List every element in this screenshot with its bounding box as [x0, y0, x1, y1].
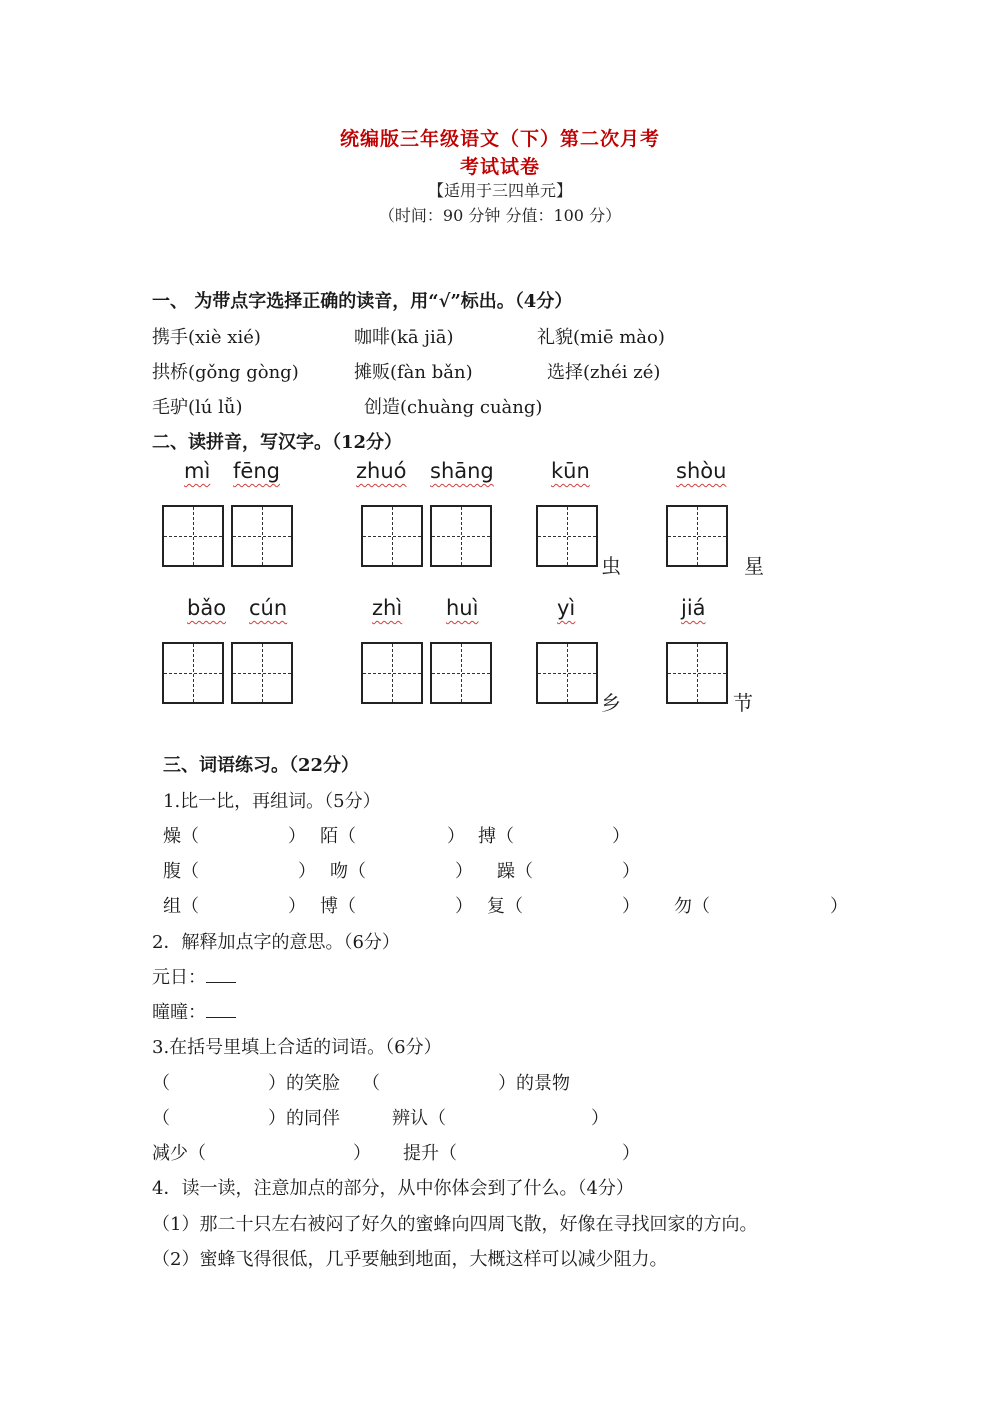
fill-close: ）的同伴	[268, 1108, 340, 1129]
sentence-item: （1）那二十只左右被闷了好久的蜜蜂向四周飞散，好像在寻找回家的方向。	[152, 1214, 758, 1235]
reading-item: 携手(xiè xié)	[152, 327, 261, 348]
section-2-heading: 二、读拼音，写汉字。（12分）	[152, 432, 403, 453]
reading-item: 礼貌(miē mào)	[537, 327, 665, 348]
definition-term: 元日：	[152, 967, 206, 988]
compare-char: 陌（	[320, 826, 356, 847]
compare-close: ）	[830, 896, 848, 917]
pinyin-label: jiá	[681, 596, 706, 620]
compare-close: ）	[298, 861, 316, 882]
writing-grid-box[interactable]	[361, 642, 423, 704]
fill-open: 减少（	[152, 1143, 206, 1164]
writing-grid-box[interactable]	[536, 505, 598, 567]
pinyin-label: huì	[446, 596, 479, 620]
fill-open: （	[152, 1108, 170, 1129]
pinyin-label: yì	[557, 596, 576, 620]
pinyin-label: zhuó	[356, 459, 407, 483]
fill-open: （	[362, 1073, 380, 1094]
grid-suffix-char: 星	[744, 554, 764, 578]
fill-open: （	[152, 1073, 170, 1094]
fill-open: 辨认（	[392, 1108, 446, 1129]
fill-close: ）	[353, 1143, 371, 1164]
compare-char: 复（	[487, 896, 523, 917]
fill-close: ）的笑脸	[268, 1073, 340, 1094]
compare-close: ）	[622, 896, 640, 917]
compare-char: 躁（	[497, 861, 533, 882]
fill-close: ）	[591, 1108, 609, 1129]
writing-grid-box[interactable]	[666, 505, 728, 567]
compare-char: 吻（	[330, 861, 366, 882]
writing-grid-box[interactable]	[231, 505, 293, 567]
page-title: 统编版三年级语文（下）第二次月考	[339, 128, 660, 150]
compare-close: ）	[288, 896, 306, 917]
writing-grid-box[interactable]	[536, 642, 598, 704]
writing-grid-box[interactable]	[430, 642, 492, 704]
reading-item: 毛驴(lú lǚ)	[152, 397, 243, 418]
time-score: （时间：90 分钟 分值：100 分）	[378, 206, 622, 225]
compare-char: 搏（	[478, 826, 514, 847]
compare-close: ）	[455, 861, 473, 882]
compare-char: 组（	[163, 896, 199, 917]
pinyin-label: cún	[249, 596, 288, 620]
pinyin-label: shāng	[430, 459, 494, 483]
section-3-heading: 三、词语练习。（22分）	[163, 755, 360, 776]
definition-item	[152, 998, 236, 1024]
question-3-label: 3.在括号里填上合适的词语。（6分）	[152, 1037, 442, 1058]
pinyin-label: shòu	[676, 459, 727, 483]
compare-char: 腹（	[163, 861, 199, 882]
pinyin-label: mì	[184, 459, 211, 483]
compare-close: ）	[455, 896, 473, 917]
section-1-heading: 一、 为带点字选择正确的读音，用“√”标出。（4分）	[152, 291, 573, 312]
definition-term: 曈曈：	[152, 1002, 206, 1023]
sentence-item: （2）蜜蜂飞得很低，几乎要触到地面，大概这样可以减少阻力。	[152, 1249, 668, 1270]
reading-item: 拱桥(gǒng gòng)	[152, 362, 299, 383]
writing-grid-box[interactable]	[162, 642, 224, 704]
reading-item: 选择(zhéi zé)	[547, 362, 661, 383]
fill-close: ）	[622, 1143, 640, 1164]
compare-close: ）	[447, 826, 465, 847]
compare-close: ）	[622, 861, 640, 882]
compare-char: 燥（	[163, 826, 199, 847]
compare-close: ）	[288, 826, 306, 847]
grid-suffix-char: 节	[733, 691, 753, 715]
pinyin-label: kūn	[551, 459, 590, 483]
question-1-label: 1.比一比，再组词。（5分）	[163, 791, 381, 812]
reading-item: 咖啡(kā jiā)	[354, 327, 454, 348]
scope-note: 【适用于三四单元】	[427, 181, 572, 200]
pinyin-label: bǎo	[187, 596, 227, 620]
question-4-label: 4．读一读，注意加点的部分，从中你体会到了什么。（4分）	[152, 1178, 634, 1199]
fill-close: ）的景物	[498, 1073, 570, 1094]
writing-grid-box[interactable]	[361, 505, 423, 567]
grid-suffix-char: 虫	[601, 554, 621, 578]
writing-grid-box[interactable]	[162, 505, 224, 567]
question-2-label: 2．解释加点字的意思。（6分）	[152, 932, 400, 953]
answer-blank[interactable]	[206, 966, 236, 983]
grid-suffix-char: 乡	[601, 691, 621, 715]
pinyin-label: fēng	[233, 459, 280, 483]
answer-blank[interactable]	[206, 1001, 236, 1018]
compare-close: ）	[612, 826, 630, 847]
reading-item: 创造(chuàng cuàng)	[364, 397, 543, 418]
writing-grid-box[interactable]	[430, 505, 492, 567]
compare-char: 勿（	[674, 896, 710, 917]
writing-grid-box[interactable]	[666, 642, 728, 704]
fill-open: 提升（	[403, 1143, 457, 1164]
pinyin-label: zhì	[372, 596, 403, 620]
writing-grid-box[interactable]	[231, 642, 293, 704]
definition-item	[152, 963, 236, 989]
page-subtitle: 考试试卷	[459, 156, 540, 178]
reading-item: 摊贩(fàn bǎn)	[354, 362, 473, 383]
compare-char: 博（	[320, 896, 356, 917]
